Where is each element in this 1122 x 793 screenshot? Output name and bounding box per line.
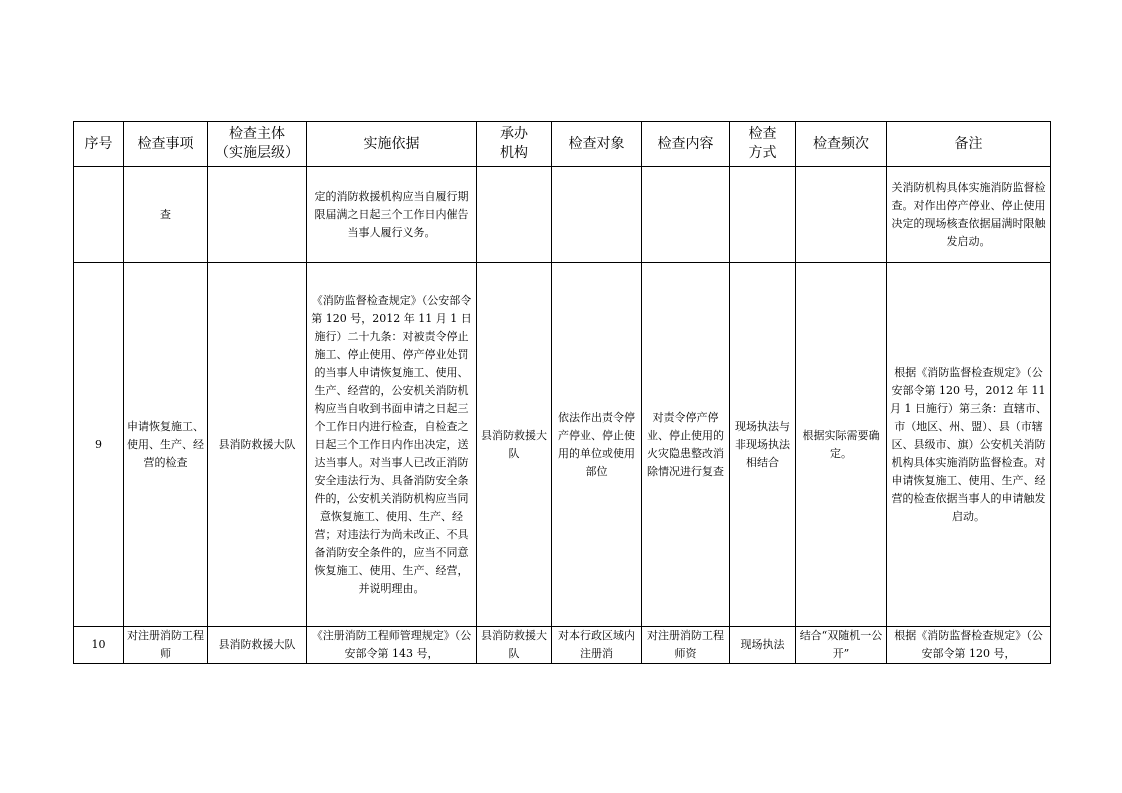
header-item: 检查事项 [124, 122, 208, 167]
cell-target [552, 167, 642, 263]
cell-content: 对注册消防工程师资 [642, 627, 730, 664]
cell-content [642, 167, 730, 263]
header-freq: 检查频次 [796, 122, 887, 167]
header-basis: 实施依据 [307, 122, 477, 167]
table-row [74, 263, 1051, 627]
cell-subject [208, 167, 307, 263]
cell-target: 对本行政区域内注册消 [552, 627, 642, 664]
cell-subject: 县消防救援大队 [208, 263, 307, 627]
cell-remark: 根据《消防监督检查规定》（公安部令第 120 号，2012 年 11 月 1 日施行）第三条：直辖市、市（地区、州、盟）、县（市辖区、县级市、旗）公安机关消防机构具体实施消防监督检查。对申请恢复施工、使用、生产、经营的检查依据当事人的申请触发启动。 [887, 263, 1051, 627]
cell-basis: 定的消防救援机构应当自履行期限届满之日起三个工作日内催告当事人履行义务。 [307, 167, 477, 263]
cell-method [730, 167, 796, 263]
cell-basis: 《消防监督检查规定》（公安部令第 120 号，2012 年 11 月 1 日施行）二十九条：对被责令停止施工、停止使用、停产停业处罚的当事人申请恢复施工、使用、生产、经营的，公安机关消防机构应当自收到书面申请之日起三个工作日内进行检查，自检查之日起三个工作日内作出决定，送达当事人。对当事人已改正消防安全违法行为、具备消防安全条件的，公安机关消防机构应当同意恢复施工、使用、生产、经营；对违法行为尚未改正、不具备消防安全条件的，应当不同意恢复施工、使用、生产、经营，并说明理由。 [307, 263, 477, 627]
cell-item: 对注册消防工程师 [124, 627, 208, 664]
header-remark: 备注 [887, 122, 1051, 167]
header-seq: 序号 [74, 122, 124, 167]
cell-remark: 根据《消防监督检查规定》（公安部令第 120 号， [887, 627, 1051, 664]
cell-seq: 10 [74, 627, 124, 664]
cell-seq: 9 [74, 263, 124, 627]
table-row [74, 167, 1051, 263]
cell-seq [74, 167, 124, 263]
cell-freq: 结合“双随机一公开” [796, 627, 887, 664]
cell-org: 县消防救援大队 [477, 627, 552, 664]
cell-target: 依法作出责令停产停业、停止使用的单位或使用部位 [552, 263, 642, 627]
inspection-table [73, 121, 1051, 664]
cell-basis: 《注册消防工程师管理规定》（公安部令第 143 号， [307, 627, 477, 664]
header-target: 检查对象 [552, 122, 642, 167]
cell-method: 现场执法 [730, 627, 796, 664]
cell-content: 对责令停产停业、停止使用的火灾隐患整改消除情况进行复查 [642, 263, 730, 627]
cell-org: 县消防救援大队 [477, 263, 552, 627]
cell-item: 申请恢复施工、使用、生产、经营的检查 [124, 263, 208, 627]
cell-freq [796, 167, 887, 263]
cell-subject: 县消防救援大队 [208, 627, 307, 664]
cell-freq: 根据实际需要确定。 [796, 263, 887, 627]
table-row [74, 627, 1051, 664]
cell-item: 查 [124, 167, 208, 263]
header-org: 承办 机构 [477, 122, 552, 167]
header-content: 检查内容 [642, 122, 730, 167]
header-method: 检查 方式 [730, 122, 796, 167]
header-subject: 检查主体 （实施层级） [208, 122, 307, 167]
cell-remark: 关消防机构具体实施消防监督检查。对作出停产停业、停止使用决定的现场核查依据届满时限触发启动。 [887, 167, 1051, 263]
cell-org [477, 167, 552, 263]
cell-method: 现场执法与非现场执法相结合 [730, 263, 796, 627]
table-header-row [74, 122, 1051, 167]
